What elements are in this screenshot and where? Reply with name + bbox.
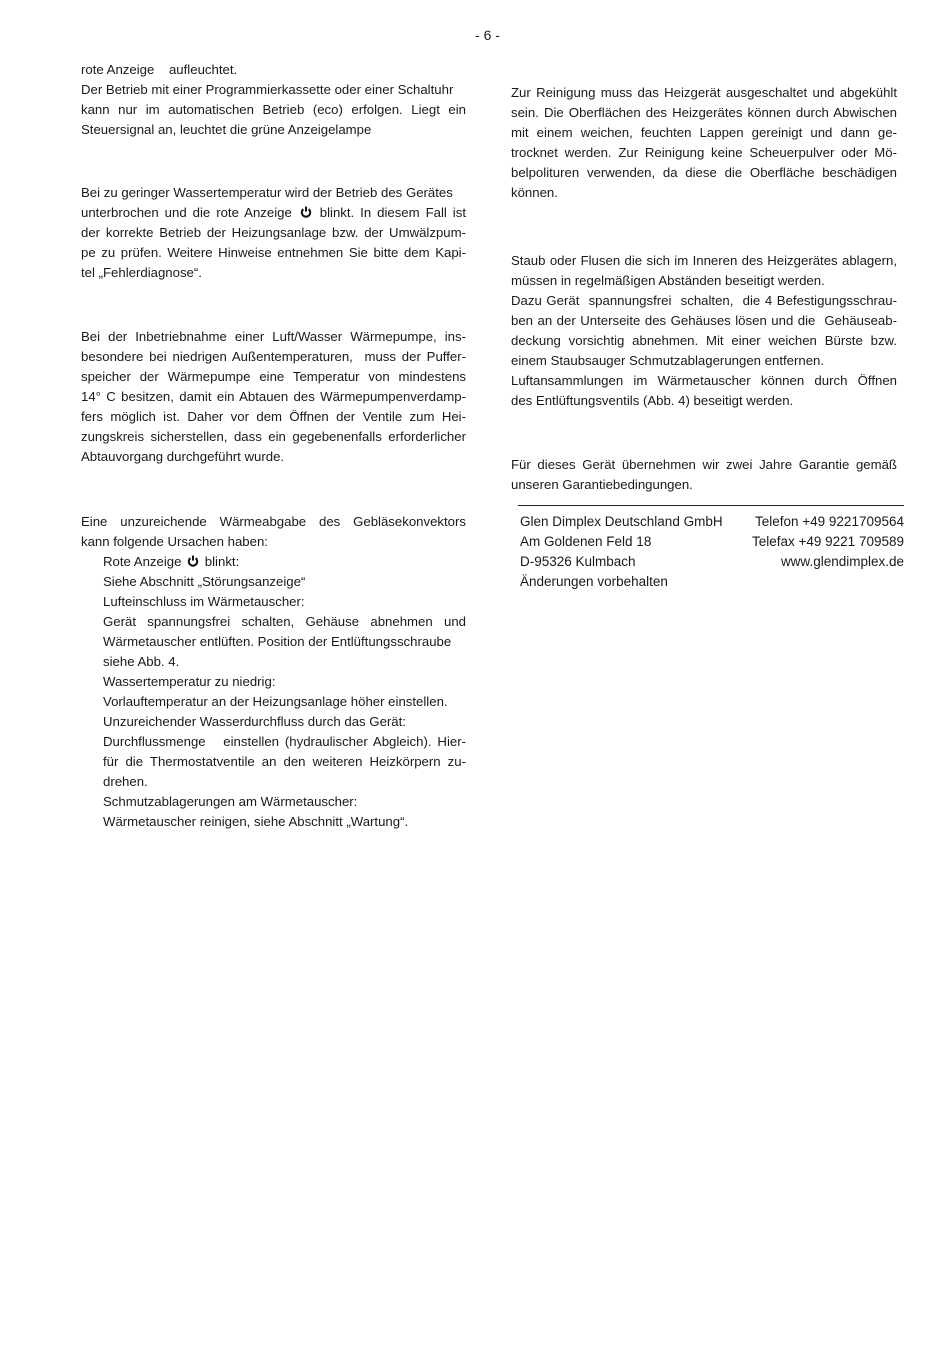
text-line: müssen in regelmäßigen Abständen beseitigt werden. [511,273,825,288]
footer-row [520,572,904,592]
text-line: Bei der Inbetriebnahme einer Luft/Wasser Wärmepumpe, ins- [81,329,466,344]
left-paragraph-heat-pump [81,327,466,467]
text-line: rote Anzeige aufleuchtet. [81,62,238,77]
text-line: Staub oder Flusen die sich im Inneren des Heizgerätes ablagern, [511,253,897,268]
list-item [103,552,466,572]
text-line: des Entlüftungsventils (Abb. 4) beseitigt werden. [511,393,794,408]
page-number: - 6 - [475,27,500,43]
left-paragraph-water-temp [81,183,466,283]
footer-row [520,532,904,552]
text-line: fers möglich ist. Daher vor dem Öffnen der Ventile zum Hei- [81,409,466,424]
text-line: Luftansammlungen im Wärmetauscher können durch Öffnen [511,373,897,388]
list-item: Wärmetauscher entlüften. Position der Entlüftungsschraube [103,634,452,649]
text-line: deckung vorsichtig abnehmen. Mit einer weichen Bürste bzw. [511,333,897,348]
text-line: kann nur im automatischen Betrieb (eco) erfolgen. Liegt ein [81,102,466,117]
left-paragraph-troubleshooting [81,512,466,832]
company-name: Glen Dimplex Deutschland GmbH [520,514,723,529]
text-fragment: unterbrochen und die rote Anzeige [81,205,292,220]
text-line: der korrekte Betrieb der Heizungsanlage bzw. der Umwälzpum- [81,225,466,240]
footer-divider [518,505,904,506]
text-line: können. [511,185,558,200]
list-item: Wärmetauscher reinigen, siehe Abschnitt „Wartung“. [103,814,409,829]
right-paragraph-maintenance [511,251,897,411]
text-line [81,203,466,223]
cause-list [81,552,466,832]
power-icon [187,555,199,567]
text-line: unseren Garantiebedingungen. [511,477,693,492]
left-paragraph-status [81,60,466,140]
list-item: siehe Abb. 4. [103,654,180,669]
text-line: Der Betrieb mit einer Programmierkassette oder einer Schaltuhr [81,82,454,97]
list-item: Durchflussmenge einstellen (hydraulischer Abgleich). Hier- [103,734,466,749]
text-line: Steuersignal an, leuchtet die grüne Anzeigelampe [81,122,372,137]
footer-row [520,552,904,572]
right-paragraph-cleaning [511,83,897,203]
text-line: Zur Reinigung muss das Heizgerät ausgeschaltet und abgekühlt [511,85,897,100]
list-item: Wassertemperatur zu niedrig: [103,674,276,689]
list-item: Schmutzablagerungen am Wärmetauscher: [103,794,358,809]
text-line: besondere bei niedrigen Außentemperaturen, muss der Puffer- [81,349,466,364]
text-line: kann folgende Ursachen haben: [81,534,268,549]
fax-number: Telefax +49 9221 709589 [751,534,904,549]
footer-row [520,512,904,532]
power-icon [300,206,312,218]
text-line: tel „Fehlerdiagnose“. [81,265,202,280]
list-item: für die Thermostatventile an den weiteren Heizkörpern zu- [103,754,466,769]
text-fragment: blinkt: [204,554,240,569]
text-line: zungskreis sicherstellen, dass ein gegebenenfalls erforderlicher [81,429,466,444]
street-address: Am Goldenen Feld 18 [520,534,652,549]
phone-number: Telefon +49 9221709564 [754,514,904,529]
list-item: drehen. [103,774,148,789]
list-item: Siehe Abschnitt „Störungsanzeige“ [103,574,306,589]
list-item: Gerät spannungsfrei schalten, Gehäuse abnehmen und [103,614,466,629]
text-line: trocknet werden. Zur Reinigung keine Scheuerpulver oder Mö- [511,145,897,160]
text-line: speicher der Wärmepumpe eine Temperatur von mindestens [81,369,466,384]
text-line: 14° C besitzen, damit ein Abtauen des Wärmepumpenverdamp- [81,389,466,404]
text-line: Eine unzureichende Wärmeabgabe des Gebläsekonvektors [81,514,466,529]
changes-note: Änderungen vorbehalten [520,574,668,589]
text-line: sein. Die Oberflächen des Heizgerätes können durch Abwischen [511,105,897,120]
text-line: Abtauvorgang durchgeführt wurde. [81,449,285,464]
city-address: D-95326 Kulmbach [520,554,636,569]
text-line: Für dieses Gerät übernehmen wir zwei Jahre Garantie gemäß [511,457,897,472]
list-item: Unzureichender Wasserdurchfluss durch das Gerät: [103,714,406,729]
company-footer [520,512,904,592]
text-line: belpolituren verwenden, da diese die Oberfläche beschädigen [511,165,897,180]
list-item: Lufteinschluss im Wärmetauscher: [103,594,305,609]
text-line: Bei zu geringer Wassertemperatur wird der Betrieb des Gerätes [81,185,453,200]
right-paragraph-warranty [511,455,897,495]
text-line: Dazu Gerät spannungsfrei schalten, die 4 Befestigungsschrau- [511,293,897,308]
website-link[interactable]: www.glendimplex.de [780,554,904,569]
text-line: ben an der Unterseite des Gehäuses lösen und die Gehäuseab- [511,313,897,328]
list-item: Vorlauftemperatur an der Heizungsanlage höher einstellen. [103,694,448,709]
text-line: mit einem weichen, feuchten Lappen gereinigt und dann ge- [511,125,897,140]
text-fragment: blinkt. In diesem Fall ist [319,205,466,220]
text-fragment: Rote Anzeige [103,554,182,569]
text-line: pe zu prüfen. Weitere Hinweise entnehmen Sie bitte dem Kapi- [81,245,466,260]
text-line: einem Staubsauger Schmutzablagerungen entfernen. [511,353,825,368]
